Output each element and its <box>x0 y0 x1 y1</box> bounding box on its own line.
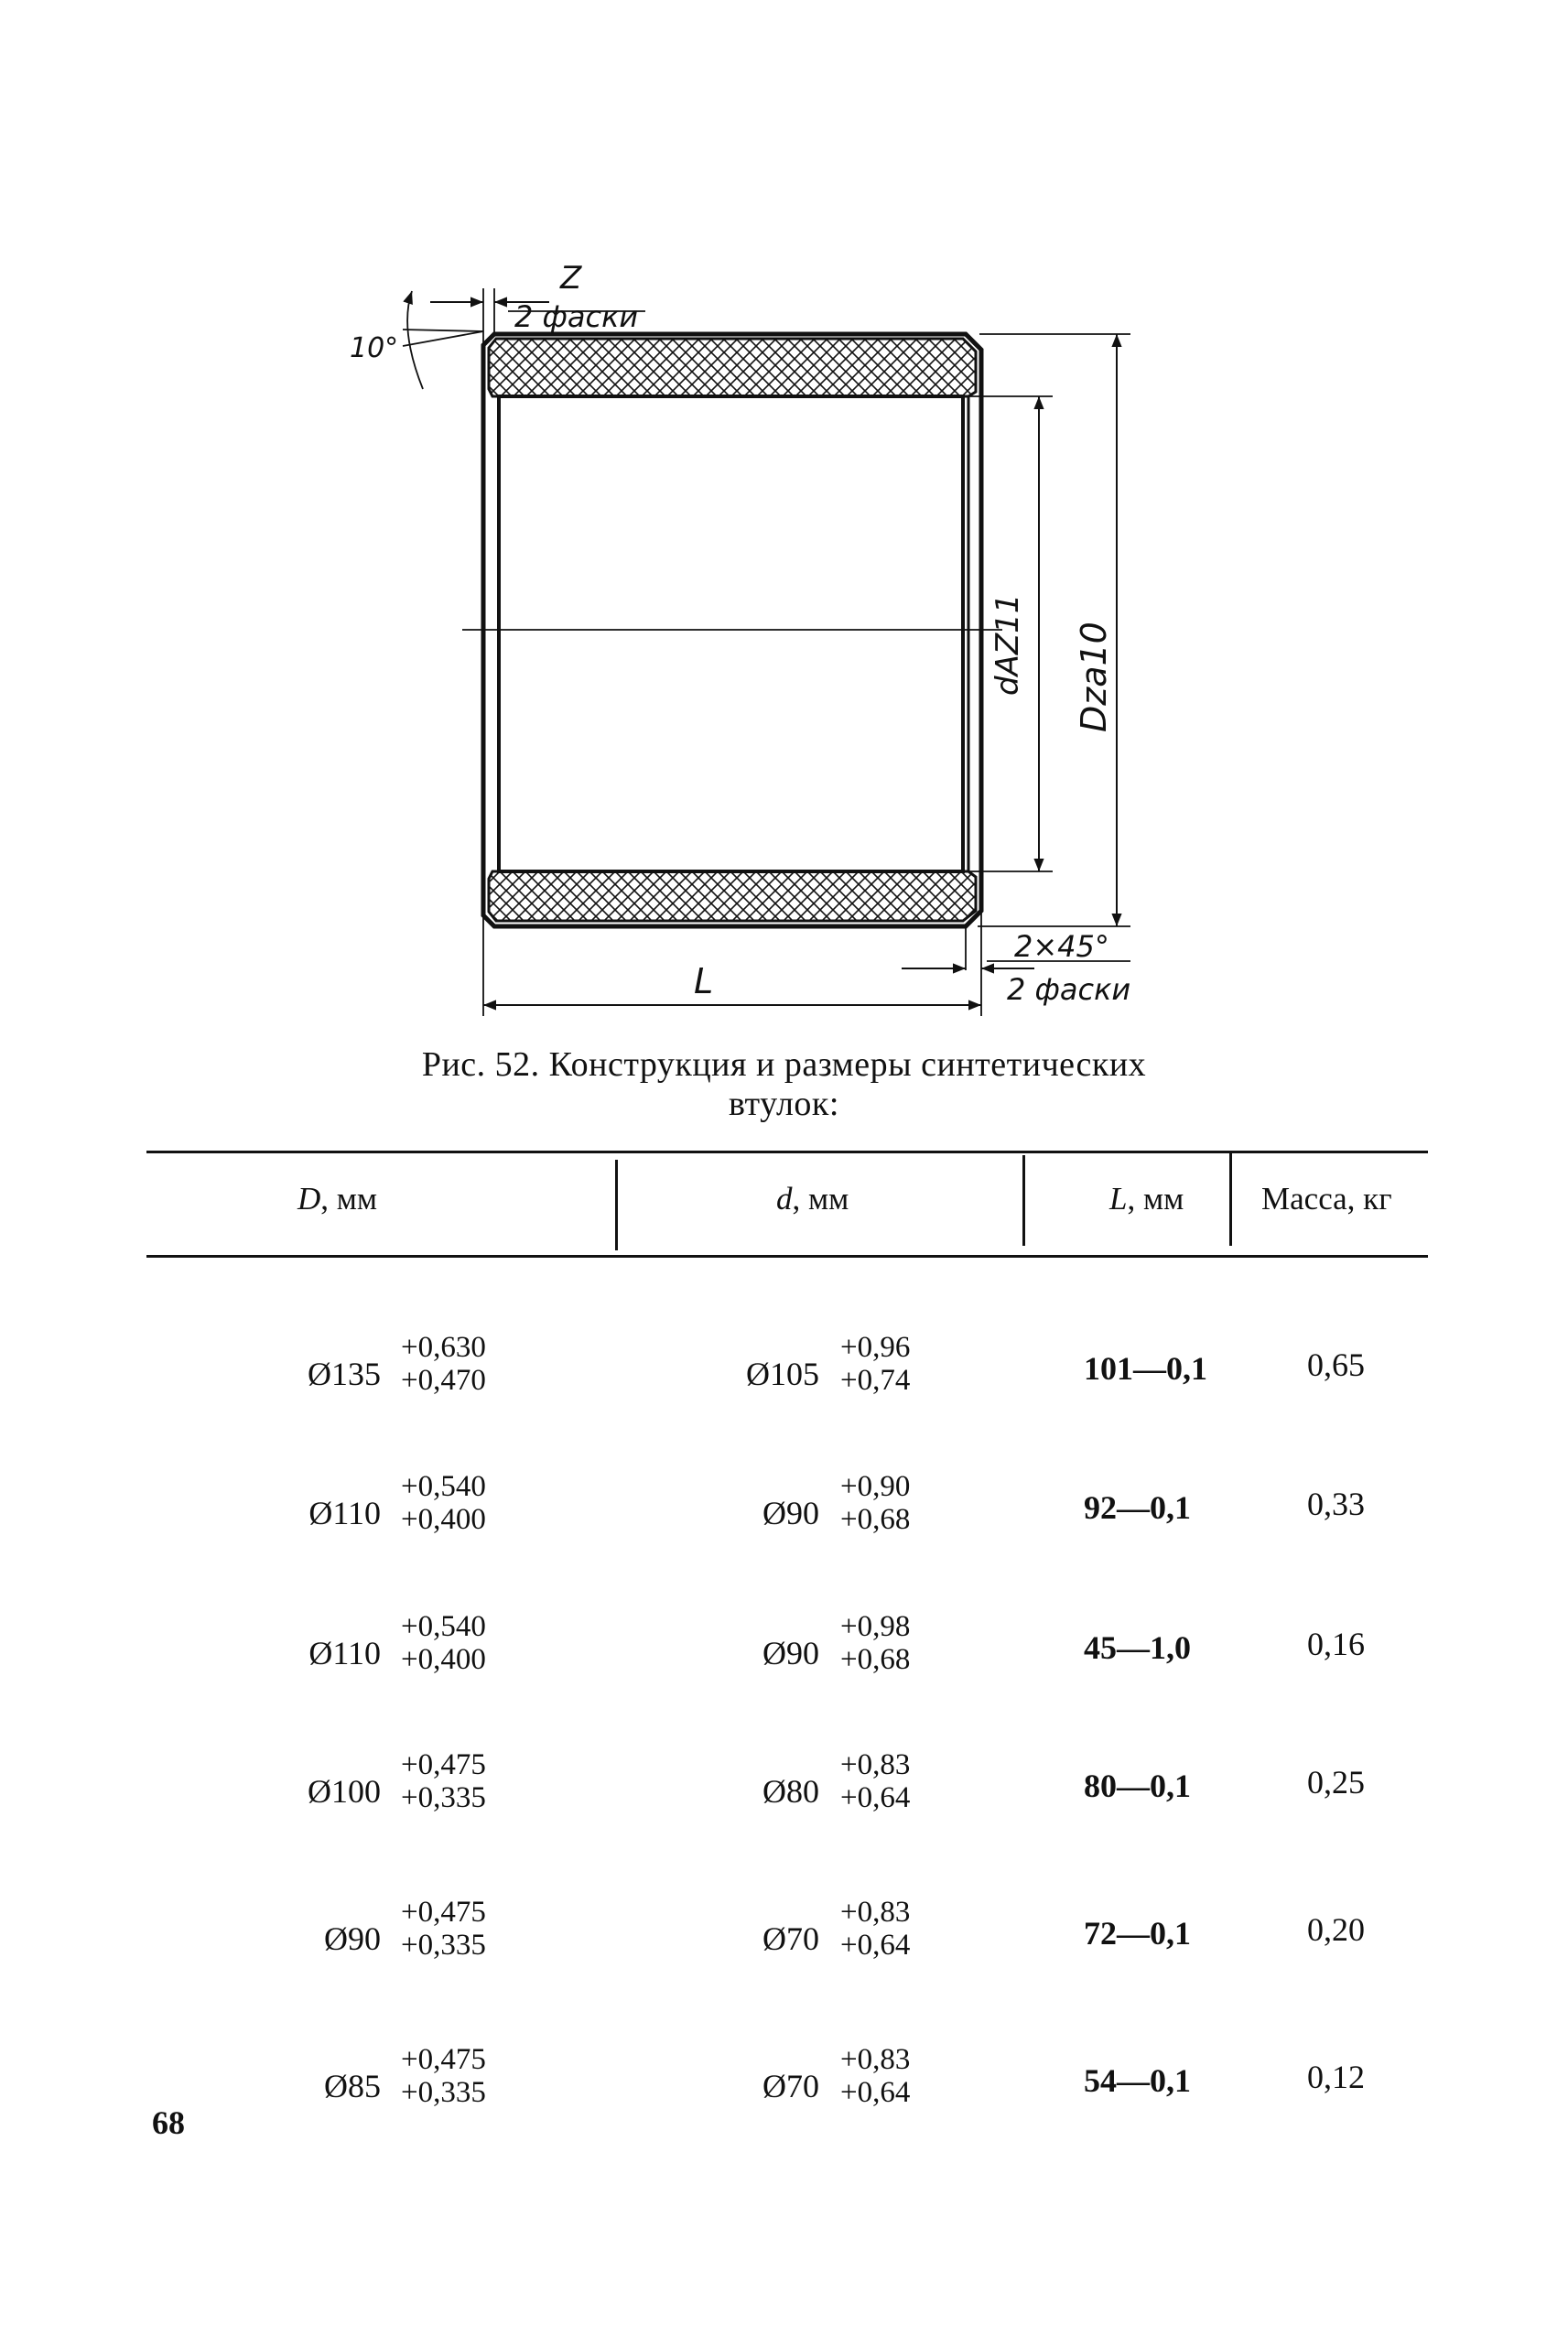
lower-deviation: +0,74 <box>840 1364 911 1397</box>
lower-deviation: +0,68 <box>840 1503 911 1536</box>
outer-diameter-value: Ø90 <box>324 1920 381 1957</box>
outer-diameter-tolerance <box>401 1896 486 1962</box>
header-inner-diameter: d, мм <box>776 1181 849 1217</box>
upper-wall-hatch <box>489 339 976 396</box>
inner-diameter-value: Ø90 <box>762 1635 819 1671</box>
lower-deviation: +0,64 <box>840 2076 911 2109</box>
bushing-bore <box>499 396 963 871</box>
mass-value: 0,16 <box>1307 1626 1365 1662</box>
inner-diameter-tolerance <box>840 1896 910 1962</box>
label-bottom-chamfer-size: 2×45° <box>1014 929 1109 964</box>
mass-value: 0,20 <box>1307 1911 1365 1948</box>
table-row <box>0 1327 1568 1428</box>
length-value: 101—0,1 <box>1084 1350 1207 1387</box>
length-value: 45—1,0 <box>1084 1629 1191 1666</box>
lower-wall-hatch <box>489 871 976 921</box>
column-divider <box>615 1160 618 1250</box>
outer-diameter-value: Ø110 <box>308 1495 381 1531</box>
figure-caption-continued: втулок: <box>729 1085 839 1123</box>
lower-deviation: +0,68 <box>840 1643 911 1676</box>
outer-diameter-tolerance <box>401 2043 486 2109</box>
mass-value: 0,65 <box>1307 1346 1365 1383</box>
length-value: 80—0,1 <box>1084 1768 1191 1804</box>
lower-deviation: +0,335 <box>401 2076 486 2109</box>
upper-deviation: +0,90 <box>840 1470 911 1503</box>
column-divider <box>1229 1152 1232 1246</box>
upper-deviation: +0,83 <box>840 2043 911 2076</box>
outer-diameter-tolerance <box>401 1748 486 1814</box>
label-inner-diameter: dAZ11 <box>989 593 1026 696</box>
upper-deviation: +0,475 <box>401 2043 486 2076</box>
upper-deviation: +0,540 <box>401 1470 486 1503</box>
label-length: L <box>694 961 714 1001</box>
label-bottom-chamfers: 2 фаски <box>1007 972 1131 1007</box>
inner-diameter-tolerance <box>840 1470 910 1536</box>
label-outer-diameter: Dza10 <box>1074 622 1114 732</box>
label-angle: 10° <box>350 332 399 364</box>
length-value: 92—0,1 <box>1084 1489 1191 1526</box>
upper-deviation: +0,475 <box>401 1748 486 1781</box>
inner-diameter-value: Ø80 <box>762 1773 819 1810</box>
outer-diameter-value: Ø135 <box>308 1356 381 1392</box>
mass-value: 0,12 <box>1307 2059 1365 2095</box>
label-z: Z <box>560 260 582 297</box>
table-row <box>0 1892 1568 1993</box>
outer-diameter-tolerance <box>401 1470 486 1536</box>
inner-diameter-tolerance <box>840 2043 910 2109</box>
lower-deviation: +0,64 <box>840 1781 911 1814</box>
column-divider <box>1022 1155 1025 1246</box>
inner-diameter-value: Ø105 <box>746 1356 819 1392</box>
upper-deviation: +0,475 <box>401 1896 486 1929</box>
table-row <box>0 1466 1568 1567</box>
mass-value: 0,33 <box>1307 1486 1365 1522</box>
figure-caption: Рис. 52. Конструкция и размеры синтетических <box>421 1045 1147 1084</box>
header-mass: Масса, кг <box>1261 1181 1392 1217</box>
upper-deviation: +0,96 <box>840 1331 911 1364</box>
table-row <box>0 1745 1568 1845</box>
table-row <box>0 1606 1568 1707</box>
inner-diameter-tolerance <box>840 1748 910 1814</box>
lower-deviation: +0,64 <box>840 1929 911 1962</box>
upper-deviation: +0,630 <box>401 1331 486 1364</box>
length-value: 54—0,1 <box>1084 2062 1191 2099</box>
table-top-rule <box>146 1151 1428 1153</box>
lower-deviation: +0,400 <box>401 1503 486 1536</box>
upper-deviation: +0,98 <box>840 1610 911 1643</box>
outer-diameter-value: Ø100 <box>308 1773 381 1810</box>
lower-deviation: +0,335 <box>401 1781 486 1814</box>
mass-value: 0,25 <box>1307 1764 1365 1801</box>
header-length: L, мм <box>1109 1181 1184 1217</box>
table-header-rule <box>146 1255 1428 1258</box>
length-value: 72—0,1 <box>1084 1915 1191 1952</box>
inner-diameter-value: Ø70 <box>762 1920 819 1957</box>
page-number: 68 <box>152 2104 185 2141</box>
outer-diameter-value: Ø110 <box>308 1635 381 1671</box>
inner-diameter-value: Ø70 <box>762 2068 819 2104</box>
upper-deviation: +0,83 <box>840 1748 911 1781</box>
bushing-section-drawing <box>0 0 1568 1053</box>
lower-deviation: +0,470 <box>401 1364 486 1397</box>
label-top-chamfers: 2 фаски <box>514 299 639 334</box>
outer-diameter-tolerance <box>401 1331 486 1397</box>
lower-deviation: +0,400 <box>401 1643 486 1676</box>
outer-diameter-tolerance <box>401 1610 486 1676</box>
lower-deviation: +0,335 <box>401 1929 486 1962</box>
inner-diameter-value: Ø90 <box>762 1495 819 1531</box>
upper-deviation: +0,83 <box>840 1896 911 1929</box>
inner-diameter-tolerance <box>840 1331 910 1397</box>
outer-diameter-value: Ø85 <box>324 2068 381 2104</box>
inner-diameter-tolerance <box>840 1610 910 1676</box>
header-outer-diameter: D, мм <box>297 1181 378 1217</box>
upper-deviation: +0,540 <box>401 1610 486 1643</box>
table-row <box>0 2039 1568 2140</box>
